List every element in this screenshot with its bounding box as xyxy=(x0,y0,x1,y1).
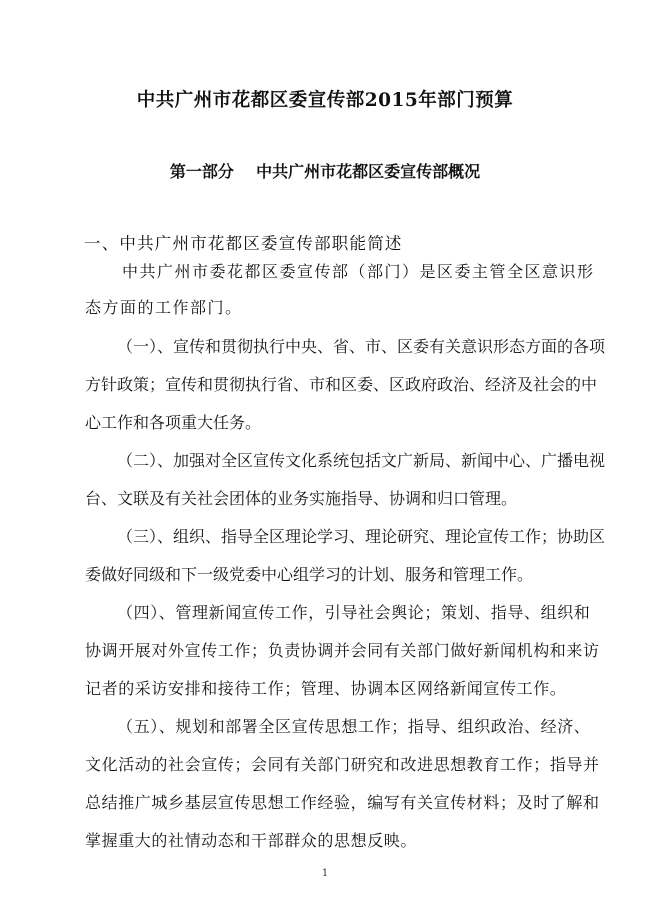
paragraph-item-4: （四）、管理新闻宣传工作，引导社会舆论；策划、指导、组织和协调开展对外宣传工作；负责协调并会同有关部门做好新闻机构和来访记者的采访安排和接待工作；管理、协调本区网络新闻宣传工作。 xyxy=(85,603,600,698)
section-heading: 一、中共广州市花都区委宣传部职能简述 xyxy=(84,234,403,253)
part-heading: 第一部分 中共广州市花都区委宣传部概况 xyxy=(169,162,481,181)
paragraph-item-2: （二）、加强对全区宣传文化系统包括文广新局、新闻中心、广播电视台、文联及有关社会团体的业务实施指导、协调和归口管理。 xyxy=(85,451,606,508)
page-number: 1 xyxy=(321,868,329,879)
document-body xyxy=(85,254,605,860)
paragraph-intro: 中共广州市委花都区委宣传部（部门）是区委主管全区意识形态方面的工作部门。 xyxy=(85,262,595,317)
paragraph-item-3: （三）、组织、指导全区理论学习、理论研究、理论宣传工作；协助区委做好同级和下一级党委中心组学习的计划、服务和管理工作。 xyxy=(85,527,606,584)
paragraph-item-1: （一）、宣传和贯彻执行中央、省、市、区委有关意识形态方面的各项方针政策；宣传和贯彻执行省、市和区委、区政府政治、经济及社会的中心工作和各项重大任务。 xyxy=(85,337,606,432)
document-title: 中共广州市花都区委宣传部2015年部门预算 xyxy=(136,90,514,111)
paragraph-item-5: （五）、规划和部署全区宣传思想工作；指导、组织政治、经济、文化活动的社会宣传；会同有关部门研究和改进思想教育工作；指导并总结推广城乡基层宣传思想工作经验，编写有关宣传材料；及时了解和掌握重大的社情动态和干部群众的思想反映。 xyxy=(85,717,600,850)
